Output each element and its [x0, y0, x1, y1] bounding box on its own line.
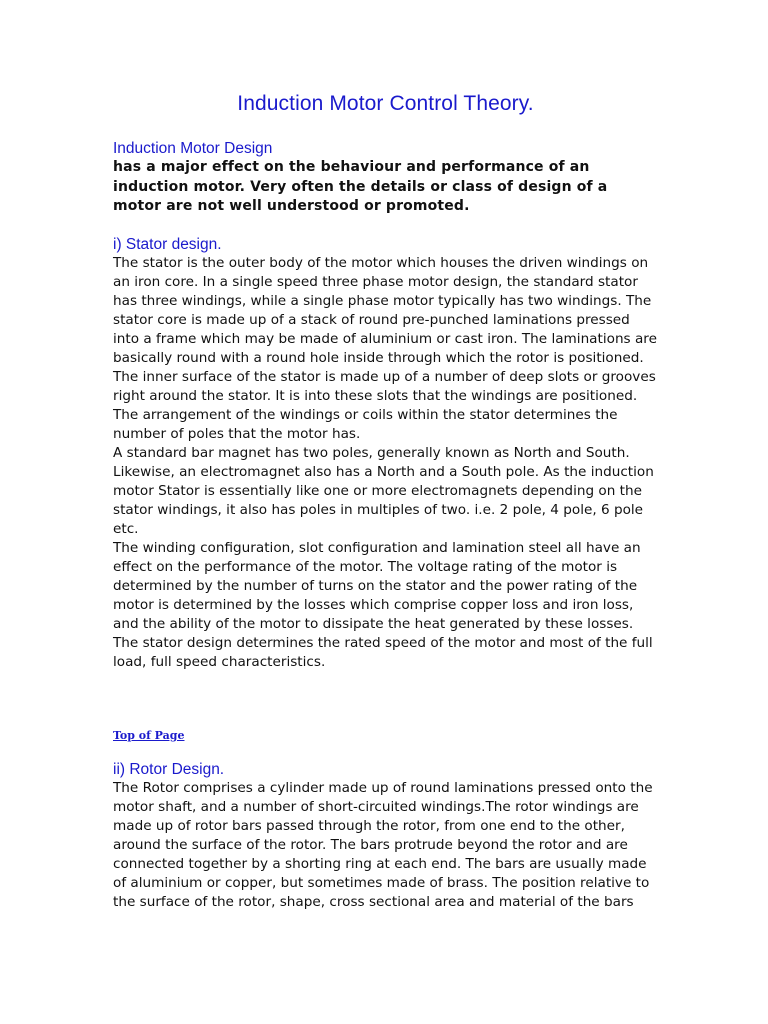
rotor-heading: ii) Rotor Design. — [113, 761, 225, 778]
stator-section — [113, 235, 658, 672]
stator-paragraph-4: The stator design determines the rated speed of the motor and most of the full load, full speed characteristics. — [113, 635, 653, 670]
top-of-page-link[interactable]: Top of Page — [113, 729, 185, 742]
stator-paragraph-2: A standard bar magnet has two poles, generally known as North and South. Likewise, an electromagnet also has a North and a South pole. As the induction motor Stator is essentially like one or more electromagnets depending on the stator windings, it also has poles in multiples of two. i.e. 2 pole, 4 pole, 6 pole etc. — [113, 445, 654, 537]
stator-paragraph-3: The winding configuration, slot configuration and lamination steel all have an effect on the performance of the motor. The voltage rating of the motor is determined by the number of turns on the stator and the power rating of the motor is determined by the losses which comprise copper loss and iron loss, and the ability of the motor to dissipate the heat generated by these losses. — [113, 540, 641, 632]
intro-section — [113, 139, 658, 217]
top-of-page-row — [113, 724, 658, 743]
stator-paragraph-1: The stator is the outer body of the motor which houses the driven windings on an iron core. In a single speed three phase motor design, the standard stator has three windings, while a single phase motor typically has two windings. The stator core is made up of a stack of round pre-punched laminations pressed into a frame which may be made of aluminium or cast iron. The laminations are basically round with a round hole inside through which the rotor is positioned. The inner surface of the stator is made up of a number of deep slots or grooves right around the stator. It is into these slots that the windings are positioned. The arrangement of the windings or coils within the stator determines the number of poles that the motor has. — [113, 255, 657, 442]
intro-text: has a major effect on the behaviour and performance of an induction motor. Very often the details or class of design of a motor are not well understood or promoted. — [113, 159, 608, 214]
stator-heading: i) Stator design. — [113, 236, 222, 253]
intro-heading: Induction Motor Design — [113, 140, 273, 157]
rotor-section — [113, 760, 658, 912]
rotor-paragraph-1: The Rotor comprises a cylinder made up of round laminations pressed onto the motor shaft, and a number of short-circuited windings.The rotor windings are made up of rotor bars passed through the rotor, from one end to the other, around the surface of the rotor. The bars protrude beyond the rotor and are connected together by a shorting ring at each end. The bars are usually made of aluminium or copper, but sometimes made of brass. The position relative to the surface of the rotor, shape, cross sectional area and material of the bars — [113, 780, 653, 910]
page-title: Induction Motor Control Theory. — [237, 92, 534, 115]
